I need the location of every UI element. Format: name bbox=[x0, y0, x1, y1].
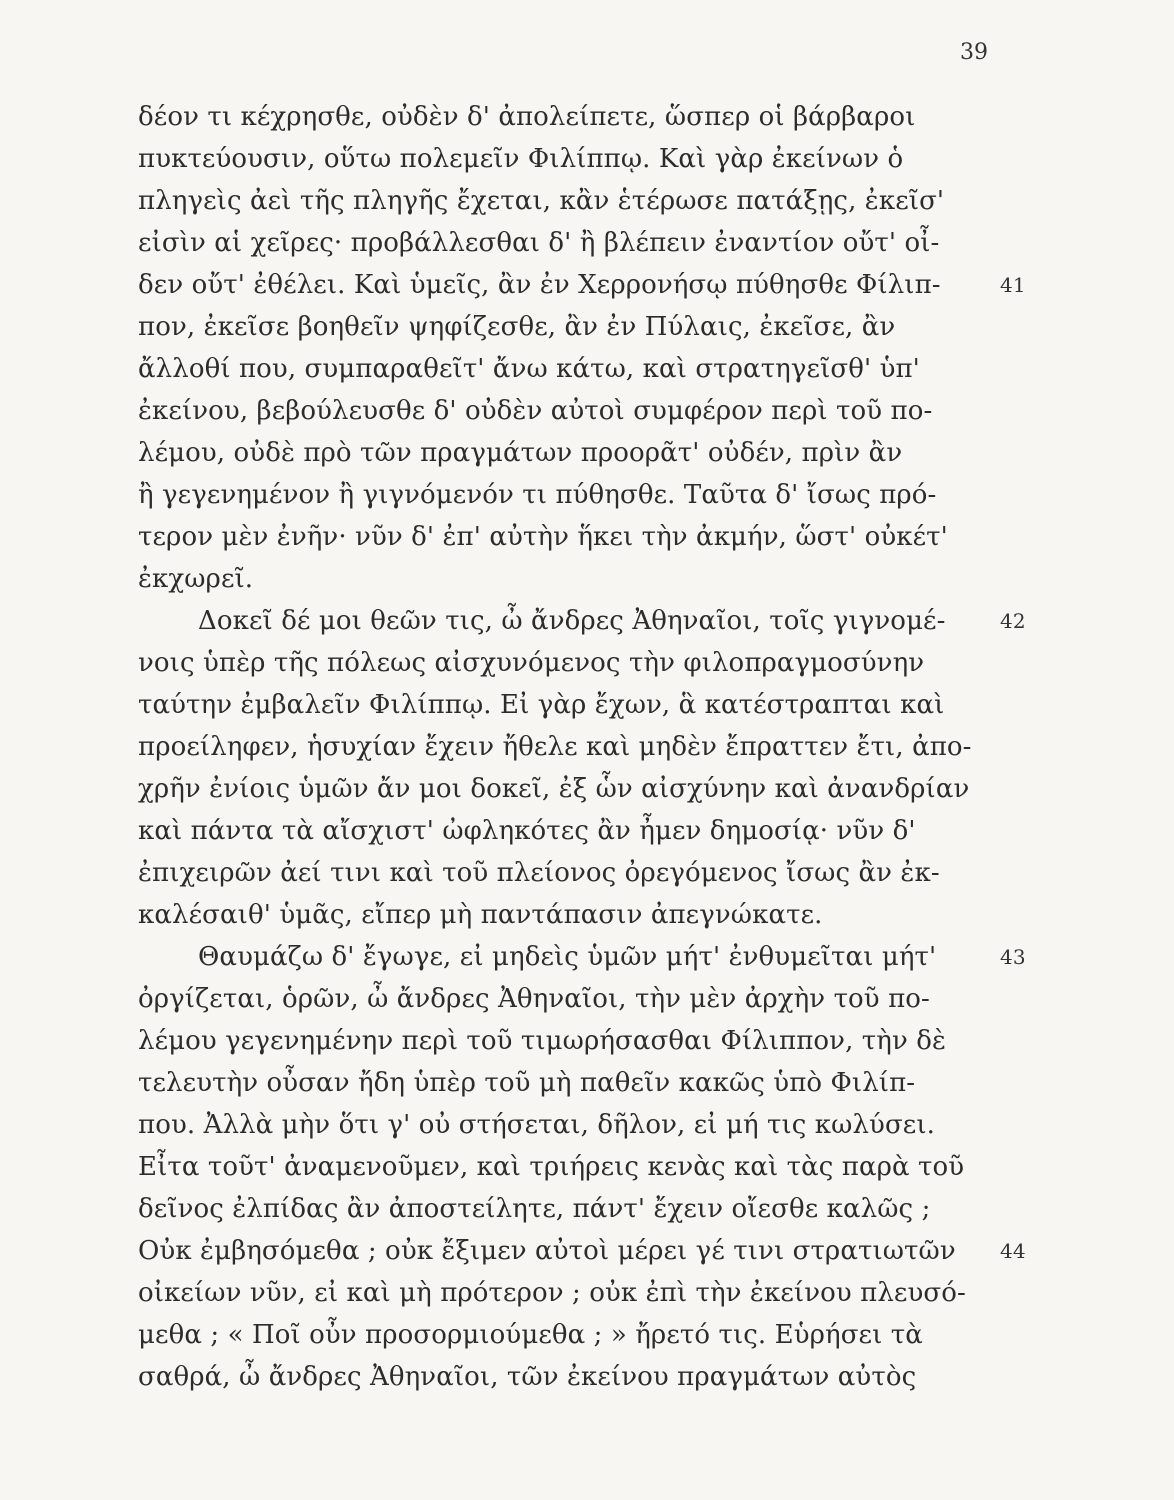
text-line bbox=[138, 1062, 988, 1104]
text-line bbox=[138, 978, 988, 1020]
text-line bbox=[138, 180, 988, 222]
text-line bbox=[138, 306, 988, 348]
line-text: δεν οὔτ' ἐθέλει. Καὶ ὑμεῖς, ἂν ἐν Χερρονήσῳ πύθησθε Φίλιπ- bbox=[138, 270, 941, 300]
line-text: μεθα ; « Ποῖ οὖν προσορμιούμεθα ; » ἤρετό τις. Εὑρήσει τὰ bbox=[138, 1320, 923, 1350]
text-line bbox=[138, 390, 988, 432]
line-text: προείληφεν, ἡσυχίαν ἔχειν ἤθελε καὶ μηδὲν ἔπραττεν ἔτι, ἀπο- bbox=[138, 732, 972, 762]
text-line bbox=[138, 684, 988, 726]
line-text: χρῆν ἐνίοις ὑμῶν ἄν μοι δοκεῖ, ἐξ ὧν αἰσχύνην καὶ ἀνανδρίαν bbox=[138, 774, 970, 804]
line-text: πον, ἐκεῖσε βοηθεῖν ψηφίζεσθε, ἂν ἐν Πύλαις, ἐκεῖσε, ἂν bbox=[138, 312, 896, 342]
line-text: δέον τι κέχρησθε, οὐδὲν δ' ἀπολείπετε, ὥσπερ οἱ βάρβαροι bbox=[138, 102, 916, 132]
text-line bbox=[138, 1272, 988, 1314]
text-line bbox=[138, 264, 1026, 306]
text-line bbox=[138, 600, 1026, 642]
text-line bbox=[138, 1146, 988, 1188]
page-number: 39 bbox=[960, 40, 988, 65]
line-text: λέμου, οὐδὲ πρὸ τῶν πραγμάτων προορᾶτ' οὐδέν, πρὶν ἂν bbox=[138, 438, 903, 468]
line-text: πληγεὶς ἀεὶ τῆς πληγῆς ἔχεται, κἂν ἑτέρωσε πατάξῃς, ἐκεῖσ' bbox=[138, 186, 945, 216]
section-number: 44 bbox=[1000, 1239, 1026, 1263]
line-text: καὶ πάντα τὰ αἴσχιστ' ὠφληκότες ἂν ἦμεν δημοσίᾳ· νῦν δ' bbox=[138, 816, 916, 846]
line-text: που. Ἀλλὰ μὴν ὅτι γ' οὐ στήσεται, δῆλον, εἰ μή τις κωλύσει. bbox=[138, 1110, 936, 1140]
line-text: ἐκχωρεῖ. bbox=[138, 564, 254, 594]
line-text: ἐκείνου, βεβούλευσθε δ' οὐδὲν αὐτοὶ συμφέρον περὶ τοῦ πο- bbox=[138, 396, 933, 426]
section-number: 43 bbox=[1000, 945, 1026, 969]
text-line bbox=[138, 516, 988, 558]
text-line bbox=[138, 642, 988, 684]
text-line bbox=[138, 1314, 988, 1356]
greek-text-body bbox=[138, 96, 1026, 1398]
text-line bbox=[138, 1020, 988, 1062]
text-line bbox=[138, 894, 988, 936]
line-text: ὀργίζεται, ὁρῶν, ὦ ἄνδρες Ἀθηναῖοι, τὴν μὲν ἀρχὴν τοῦ πο- bbox=[138, 984, 930, 1014]
line-text: ἐπιχειρῶν ἀεί τινι καὶ τοῦ πλείονος ὀρεγόμενος ἴσως ἂν ἐκ- bbox=[138, 858, 940, 888]
text-line bbox=[138, 852, 988, 894]
text-line bbox=[138, 348, 988, 390]
line-text: Θαυμάζω δ' ἔγωγε, εἰ μηδεὶς ὑμῶν μήτ' ἐνθυμεῖται μήτ' bbox=[198, 942, 937, 972]
section-number: 41 bbox=[1000, 273, 1026, 297]
line-text: τερον μὲν ἐνῆν· νῦν δ' ἐπ' αὐτὴν ἥκει τὴν ἀκμήν, ὥστ' οὐκέτ' bbox=[138, 522, 948, 552]
text-line bbox=[138, 96, 988, 138]
text-line bbox=[138, 138, 988, 180]
line-text: ἢ γεγενημένον ἢ γιγνόμενόν τι πύθησθε. Ταῦτα δ' ἴσως πρό- bbox=[138, 480, 937, 510]
section-number: 42 bbox=[1000, 609, 1026, 633]
text-line bbox=[138, 1230, 1026, 1272]
text-line bbox=[138, 810, 988, 852]
line-text: δεῖνος ἐλπίδας ἂν ἀποστείλητε, πάντ' ἔχειν οἴεσθε καλῶς ; bbox=[138, 1194, 931, 1224]
text-line bbox=[138, 1104, 988, 1146]
line-text: εἰσὶν αἱ χεῖρες· προβάλλεσθαι δ' ἢ βλέπειν ἐναντίον οὔτ' οἶ- bbox=[138, 228, 940, 258]
text-line bbox=[138, 222, 988, 264]
text-line bbox=[138, 474, 988, 516]
text-line bbox=[138, 768, 988, 810]
line-text: σαθρά, ὦ ἄνδρες Ἀθηναῖοι, τῶν ἐκείνου πραγμάτων αὐτὸς bbox=[138, 1362, 917, 1392]
text-line bbox=[138, 936, 1026, 978]
line-text: νοις ὑπὲρ τῆς πόλεως αἰσχυνόμενος τὴν φιλοπραγμοσύνην bbox=[138, 648, 925, 678]
line-text: Εἶτα τοῦτ' ἀναμενοῦμεν, καὶ τριήρεις κενὰς καὶ τὰς παρὰ τοῦ bbox=[138, 1152, 965, 1182]
line-text: Δοκεῖ δέ μοι θεῶν τις, ὦ ἄνδρες Ἀθηναῖοι, τοῖς γιγνομέ- bbox=[198, 606, 946, 636]
text-line bbox=[138, 432, 988, 474]
text-line bbox=[138, 726, 988, 768]
line-text: λέμου γεγενημένην περὶ τοῦ τιμωρήσασθαι Φίλιππον, τὴν δὲ bbox=[138, 1026, 947, 1056]
text-line bbox=[138, 1188, 988, 1230]
line-text: ταύτην ἐμβαλεῖν Φιλίππῳ. Εἰ γὰρ ἔχων, ἃ κατέστραπται καὶ bbox=[138, 690, 945, 720]
line-text: Οὐκ ἐμβησόμεθα ; οὐκ ἔξιμεν αὐτοὶ μέρει γέ τινι στρατιωτῶν bbox=[138, 1236, 956, 1266]
line-text: πυκτεύουσιν, οὕτω πολεμεῖν Φιλίππῳ. Καὶ γὰρ ἐκείνων ὁ bbox=[138, 144, 904, 174]
line-text: τελευτὴν οὖσαν ἤδη ὑπὲρ τοῦ μὴ παθεῖν κακῶς ὑπὸ Φιλίπ- bbox=[138, 1068, 916, 1098]
line-text: οἰκείων νῦν, εἰ καὶ μὴ πρότερον ; οὐκ ἐπὶ τὴν ἐκείνου πλευσό- bbox=[138, 1278, 966, 1308]
line-text: καλέσαιθ' ὑμᾶς, εἴπερ μὴ παντάπασιν ἀπεγνώκατε. bbox=[138, 900, 823, 930]
text-line bbox=[138, 558, 988, 600]
text-line bbox=[138, 1356, 988, 1398]
line-text: ἄλλοθί που, συμπαραθεῖτ' ἄνω κάτω, καὶ στρατηγεῖσθ' ὑπ' bbox=[138, 354, 920, 384]
